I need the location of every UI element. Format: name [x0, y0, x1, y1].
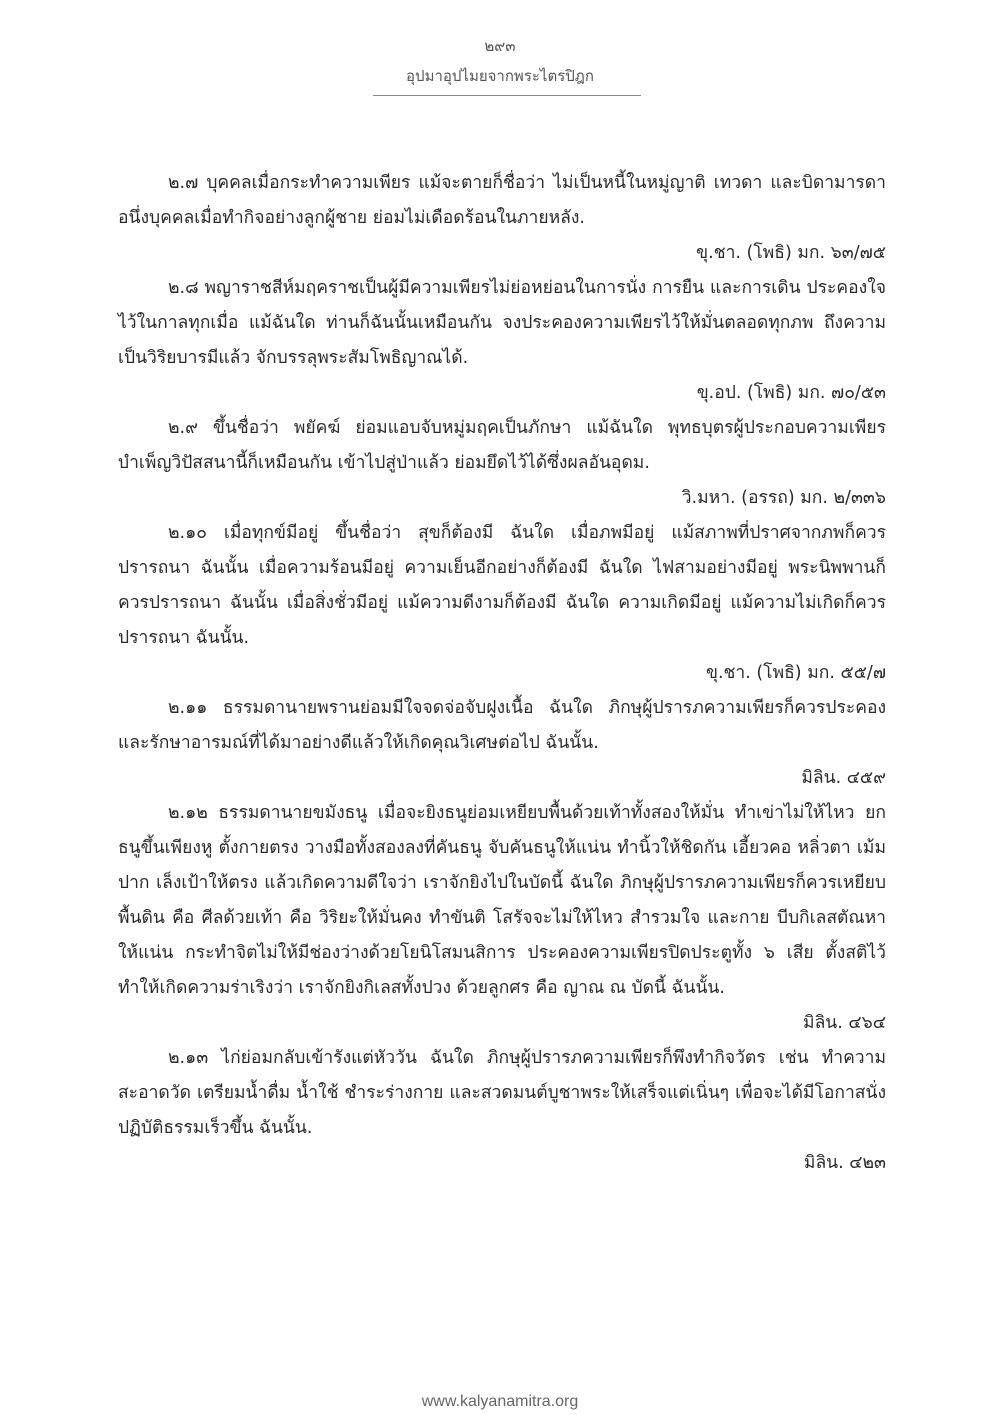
entry-2-8-reference: ขุ.อป. (โพธิ) มก. ๗๐/๕๓ [696, 383, 886, 403]
entry-2-11-text: ๒.๑๑ ธรรมดานายพรานย่อมมีใจจดจ่อจับฝูงเนื้อ ฉันใด ภิกษุผู้ปรารภความเพียรก็ควรประคอง และรักษาอารมณ์ที่ได้มาอย่างดีแล้วให้เกิดคุณวิเศษต่อไป ฉันนั้น. [118, 698, 886, 753]
entry-2-9-reference: วิ.มหา. (อรรถ) มก. ๒/๓๓๖ [681, 488, 886, 508]
entry-2-13-reference: มิลิน. ๔๒๓ [803, 1153, 886, 1173]
entry-2-8-text: ๒.๘ พญาราชสีห์มฤคราชเป็นผู้มีความเพียรไม่ย่อหย่อนในการนั่ง การยืน และการเดิน ประคองใจไว้ในกาลทุกเมื่อ แม้ฉันใด ท่านก็ฉันนั้นเหมือนกัน จงประคองความเพียรไว้ให้มั่นตลอดทุกภพ ถึงความเป็นวิริยบารมีแล้ว จักบรรลุพระสัมโพธิญาณได้. [118, 278, 886, 368]
entry-2-12-text: ๒.๑๒ ธรรมดานายขมังธนู เมื่อจะยิงธนูย่อมเหยียบพื้นด้วยเท้าทั้งสองให้มั่น ทำเข่าไม่ให้ไหว ยกธนูขึ้นเพียงหู ตั้งกายตรง วางมือทั้งสองลงที่คันธนู จับคันธนูให้แน่น ทำนิ้วให้ชิดกัน เอี้ยวคอ หลิ่วตา เม้มปาก เล็งเป้าให้ตรง แล้วเกิดความดีใจว่า เราจักยิงไปในบัดนี้ ฉันใด ภิกษุผู้ปรารภความเพียรก็ควรเหยียบพื้นดิน คือ ศีลด้วยเท้า คือ วิริยะให้มั่นคง ทำขันติ โสรัจจะไม่ให้ไหว สำรวมใจ และกาย บีบกิเลสตัณหาให้แน่น กระทำจิตไม่ให้มีช่องว่างด้วยโยนิโสมนสิการ ประคองความเพียรปิดประตูทั้ง ๖ เสีย ตั้งสติไว้ทำให้เกิดความร่าเริงว่า เราจักยิงกิเลสทั้งปวง ด้วยลูกศร คือ ญาณ ณ บัดนี้ ฉันนั้น. [118, 803, 886, 998]
main-content [118, 166, 886, 1181]
entry-2-13-text: ๒.๑๓ ไก่ย่อมกลับเข้ารังแต่หัววัน ฉันใด ภิกษุผู้ปรารภความเพียรก็พึงทำกิจวัตร เช่น ทำความสะอาดวัด เตรียมน้ำดื่ม น้ำใช้ ชำระร่างกาย และสวดมนต์บูชาพระให้เสร็จแต่เนิ่นๆ เพื่อจะได้มีโอกาสนั่งปฏิบัติธรรมเร็วขึ้น ฉันนั้น. [118, 1048, 886, 1138]
book-title: อุปมาอุปไมยจากพระไตรปิฎก [406, 67, 594, 85]
page-number: ๒๙๓ [484, 37, 516, 55]
header-divider [373, 95, 641, 96]
entry-2-10-reference: ขุ.ชา. (โพธิ) มก. ๕๕/๗ [706, 663, 886, 683]
entry-2-7-reference: ขุ.ชา. (โพธิ) มก. ๖๓/๗๕ [696, 243, 886, 263]
entry-2-9-text: ๒.๙ ขึ้นชื่อว่า พยัคฆ์ ย่อมแอบจับหมู่มฤคเป็นภักษา แม้ฉันใด พุทธบุตรผู้ประกอบความเพียรบำเพ็ญวิปัสสนานี้ก็เหมือนกัน เข้าไปสู่ป่าแล้ว ย่อมยึดไว้ได้ซึ่งผลอันอุดม. [118, 418, 886, 473]
entry-2-12-reference: มิลิน. ๔๖๔ [803, 1013, 886, 1033]
entry-2-10-text: ๒.๑๐ เมื่อทุกข์มีอยู่ ขึ้นชื่อว่า สุขก็ต้องมี ฉันใด เมื่อภพมีอยู่ แม้สภาพที่ปราศจากภพก็ควรปรารถนา ฉันนั้น เมื่อความร้อนมีอยู่ ความเย็นอีกอย่างก็ต้องมี ฉันใด ไฟสามอย่างมีอยู่ พระนิพพานก็ควรปรารถนา ฉันนั้น เมื่อสิ่งชั่วมีอยู่ แม้ความดีงามก็ต้องมี ฉันใด ความเกิดมีอยู่ แม้ความไม่เกิดก็ควรปรารถนา ฉันนั้น. [118, 523, 886, 648]
entry-2-11-reference: มิลิน. ๔๕๙ [801, 768, 886, 788]
entry-2-7-text: ๒.๗ บุคคลเมื่อกระทำความเพียร แม้จะตายก็ชื่อว่า ไม่เป็นหนี้ในหมู่ญาติ เทวดา และบิดามารดา อนึ่งบุคคลเมื่อทำกิจอย่างลูกผู้ชาย ย่อมไม่เดือดร้อนในภายหลัง. [118, 173, 886, 228]
footer-website-link[interactable]: www.kalyanamitra.org [421, 1393, 579, 1410]
